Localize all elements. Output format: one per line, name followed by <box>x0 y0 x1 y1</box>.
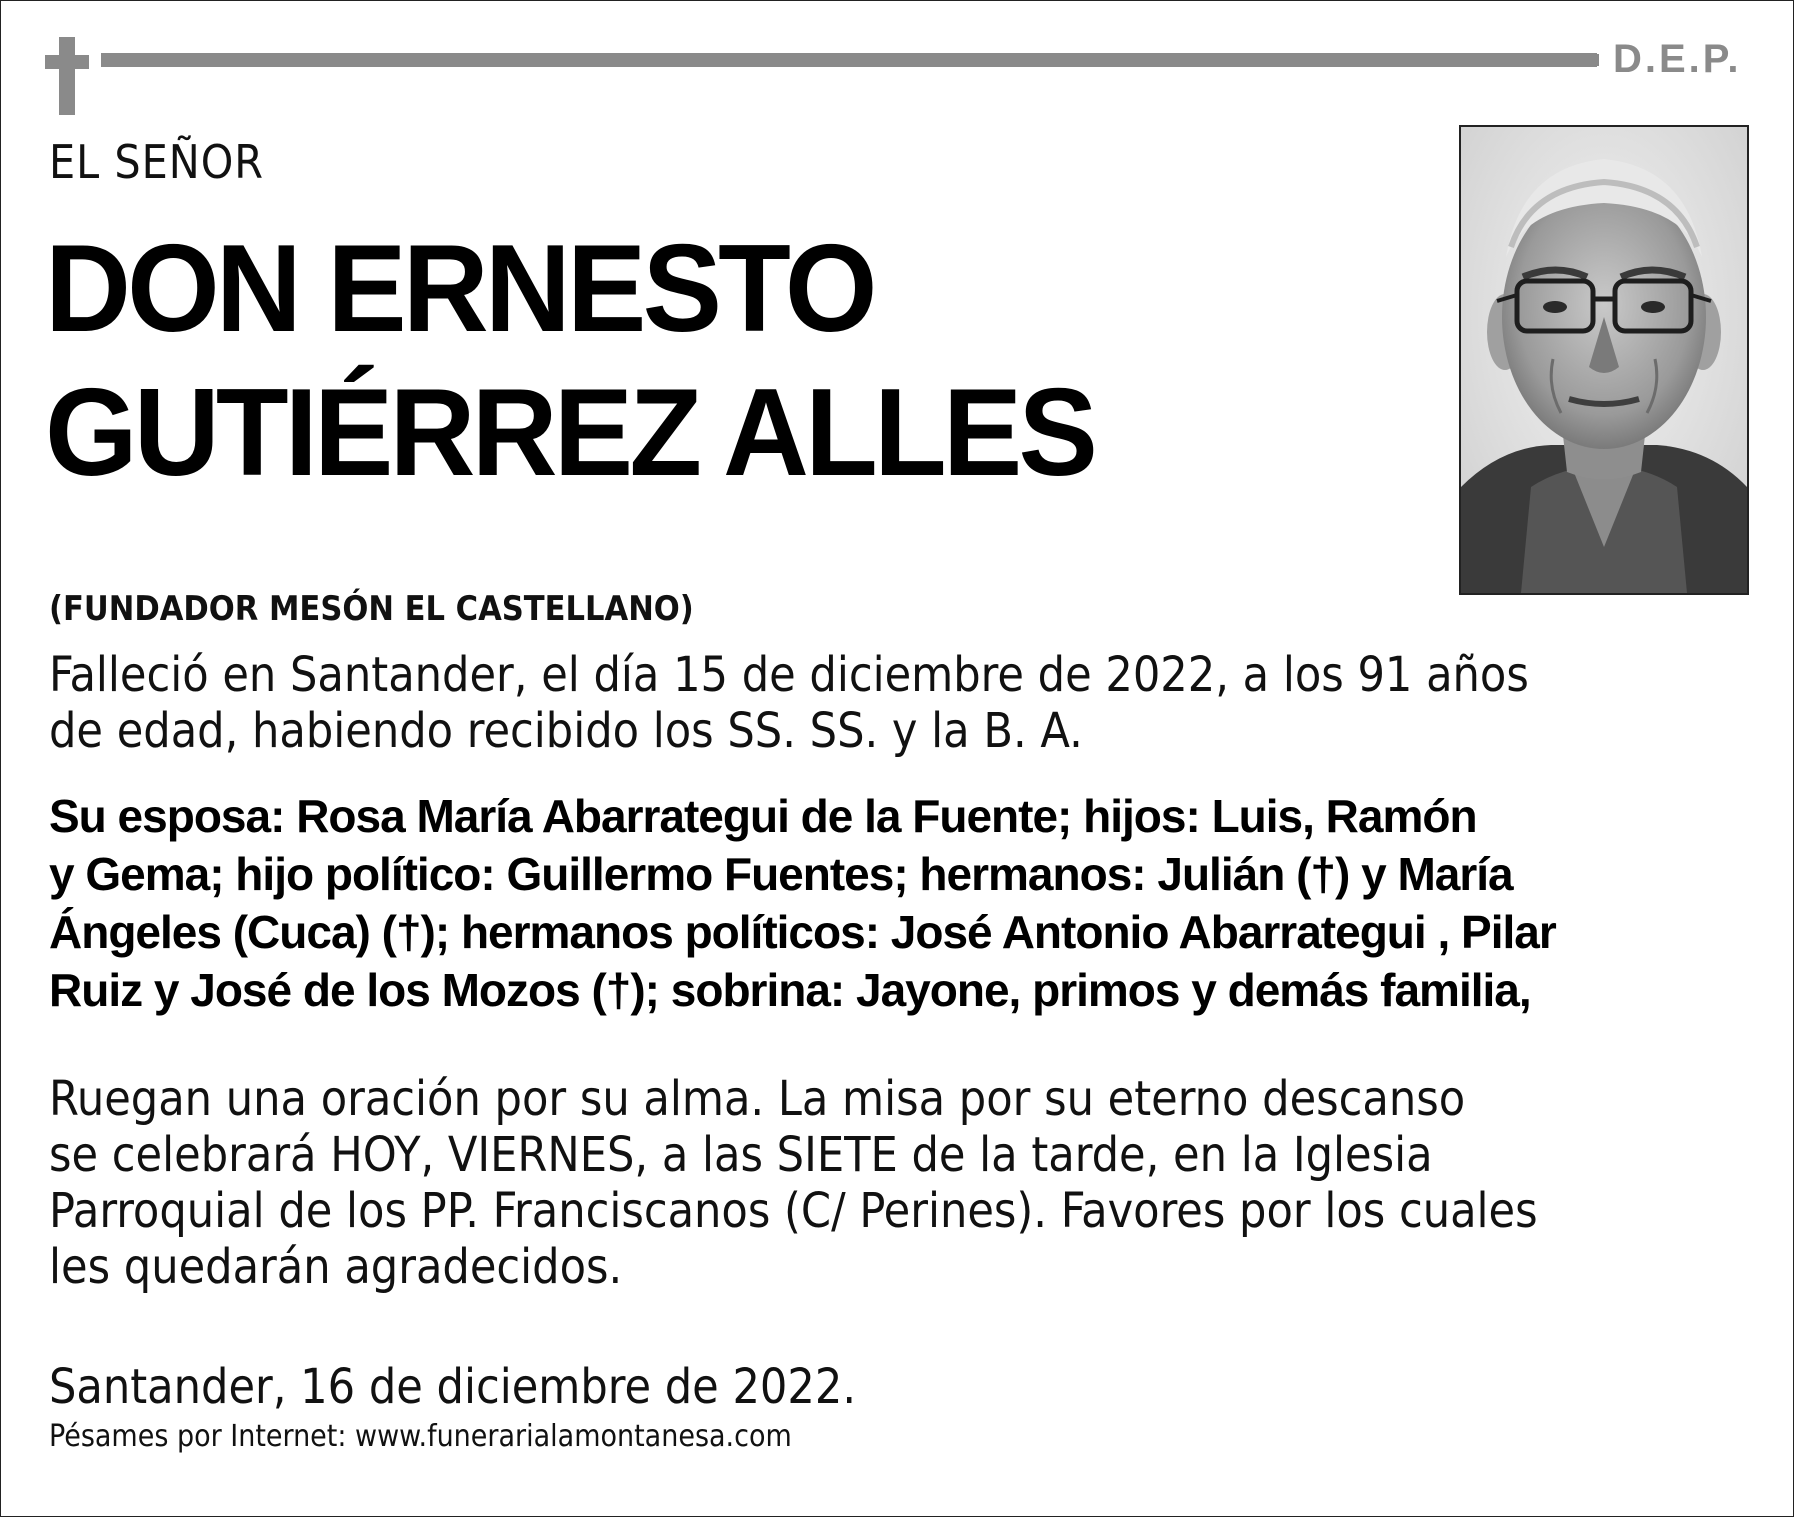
deceased-name <box>45 217 1094 505</box>
deceased-name-line-2: GUTIÉRREZ ALLES <box>45 364 1095 502</box>
deceased-name-line-1: DON ERNESTO <box>45 220 874 358</box>
mass-paragraph <box>49 1071 1749 1295</box>
death-paragraph <box>49 647 1749 759</box>
family-paragraph <box>49 787 1769 1019</box>
place-date: Santander, 16 de diciembre de 2022. <box>49 1359 857 1415</box>
condolences-footer: Pésames por Internet: www.funerarialamontanesa.com <box>49 1419 792 1454</box>
family-line: Ángeles (Cuca) (†); hermanos políticos: José Antonio Abarrategui , Pilar <box>49 906 1556 958</box>
death-paragraph-line: de edad, habiendo recibido los SS. SS. y la B. A. <box>49 703 1083 759</box>
mass-paragraph-line: Ruegan una oración por su alma. La misa por su eterno descanso <box>49 1071 1466 1127</box>
mass-paragraph-line: Parroquial de los PP. Franciscanos (C/ Perines). Favores por los cuales <box>49 1183 1538 1239</box>
dep-label: D.E.P. <box>1613 37 1742 81</box>
header-rule <box>101 53 1597 67</box>
honorific-prefix: EL SEÑOR <box>49 135 265 189</box>
death-paragraph-line: Falleció en Santander, el día 15 de diciembre de 2022, a los 91 años <box>49 647 1529 703</box>
portrait-photo <box>1459 125 1749 595</box>
family-line: Su esposa: Rosa María Abarrategui de la Fuente; hijos: Luis, Ramón <box>49 790 1477 842</box>
family-line: y Gema; hijo político: Guillermo Fuentes; hermanos: Julián (†) y María <box>49 848 1513 900</box>
mass-paragraph-line: les quedarán agradecidos. <box>49 1239 623 1295</box>
cross-icon <box>45 37 89 115</box>
mass-paragraph-line: se celebrará HOY, VIERNES, a las SIETE de la tarde, en la Iglesia <box>49 1127 1433 1183</box>
subtitle: (FUNDADOR MESÓN EL CASTELLANO) <box>49 589 694 629</box>
family-line: Ruiz y José de los Mozos (†); sobrina: Jayone, primos y demás familia, <box>49 964 1531 1016</box>
header-rule-end <box>1593 54 1599 66</box>
portrait-illustration <box>1461 127 1747 593</box>
